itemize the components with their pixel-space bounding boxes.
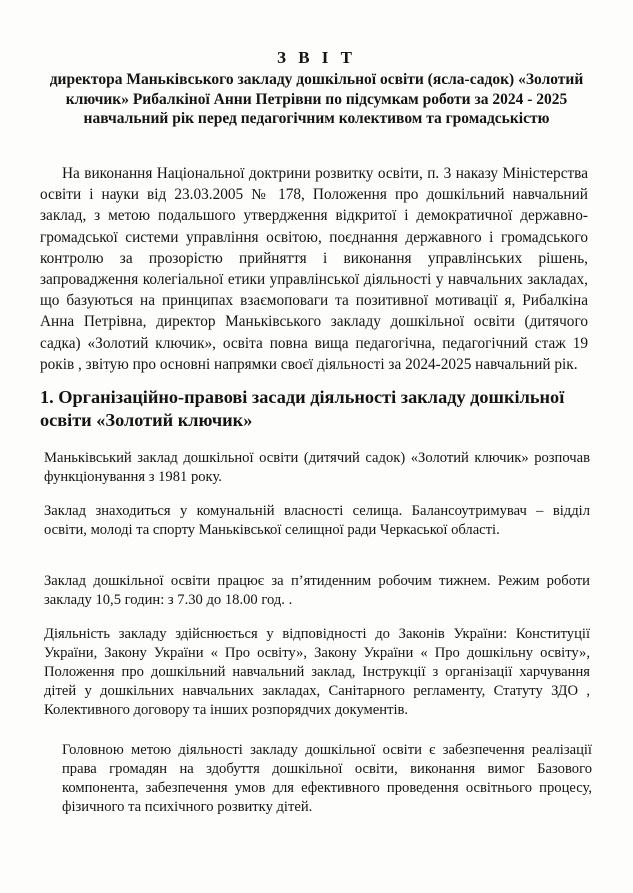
paragraph-legal-basis: Діяльність закладу здійснюється у відповідності до Законів України: Конституції України, Закону України « Про освіту», Закону України « Про дошкільну освіту», Положення про дошкільний навчальний заклад, Інструкції з організації харчування дітей у дошкільних навчальних закладах, Санітарного регламенту, Статуту ЗДО , Колективного договору та інших розпорядчих документів. — [44, 626, 590, 718]
paragraph-founding: Маньківський заклад дошкільної освіти (дитячий садок) «Золотий ключик» розпочав функціонування з 1981 року. — [44, 450, 590, 485]
paragraph-ownership: Заклад знаходиться у комунальній власності селища. Балансоутримувач – відділ освіти, молоді та спорту Маньківської селищної ради Черкаської області. — [44, 503, 590, 538]
section-heading: 1. Організаційно-правові засади діяльності закладу дошкільної освіти «Золотий ключик» — [40, 387, 565, 430]
document-subtitle: директора Маньківського закладу дошкільної освіти (ясла-садок) «Золотий ключик» Рибалкіної Анни Петрівни по підсумкам роботи за 2024 - 2025 навчальний рік перед педагогічним колективом та громадськістю — [49, 71, 584, 127]
paragraph-main-goal: Головною метою діяльності закладу дошкільної освіти є забезпечення реалізації права громадян на здобуття дошкільної освіти, виконання вимог Базового компонента, забезпечення умов для ефективного проведення освітнього процесу, фізичного та психічного розвитку дітей. — [62, 742, 592, 815]
paragraph-schedule: Заклад дошкільної освіти працює за п’ятиденним робочим тижнем. Режим роботи закладу 10,5 годин: з 7.30 до 18.00 год. . — [44, 573, 590, 608]
intro-paragraph: На виконання Національної доктрини розвитку освіти, п. 3 наказу Міністерства освіти і науки від 23.03.2005 № 178, Положення про дошкільний навчальний заклад, з метою подальшого утвердження відкритої і демократичної державно-громадської системи управління освітою, поєднання державного і громадського контролю за прозорістю прийняття і виконання управлінських рішень, запровадження колегіальної етики управлінської діяльності у навчальних закладах, що базуються на принципах взаємоповаги та позитивної мотивації я, Рибалкіна Анна Петрівна, директор Маньківського закладу дошкільної освіти (дитячого садка) «Золотий ключик», освіта повна вища педагогічна, педагогічний стаж 19 років , звітую про основні напрямки своєї діяльності за 2024-2025 навчальний рік. — [40, 165, 588, 373]
document-title: З В І Т — [276, 48, 357, 67]
